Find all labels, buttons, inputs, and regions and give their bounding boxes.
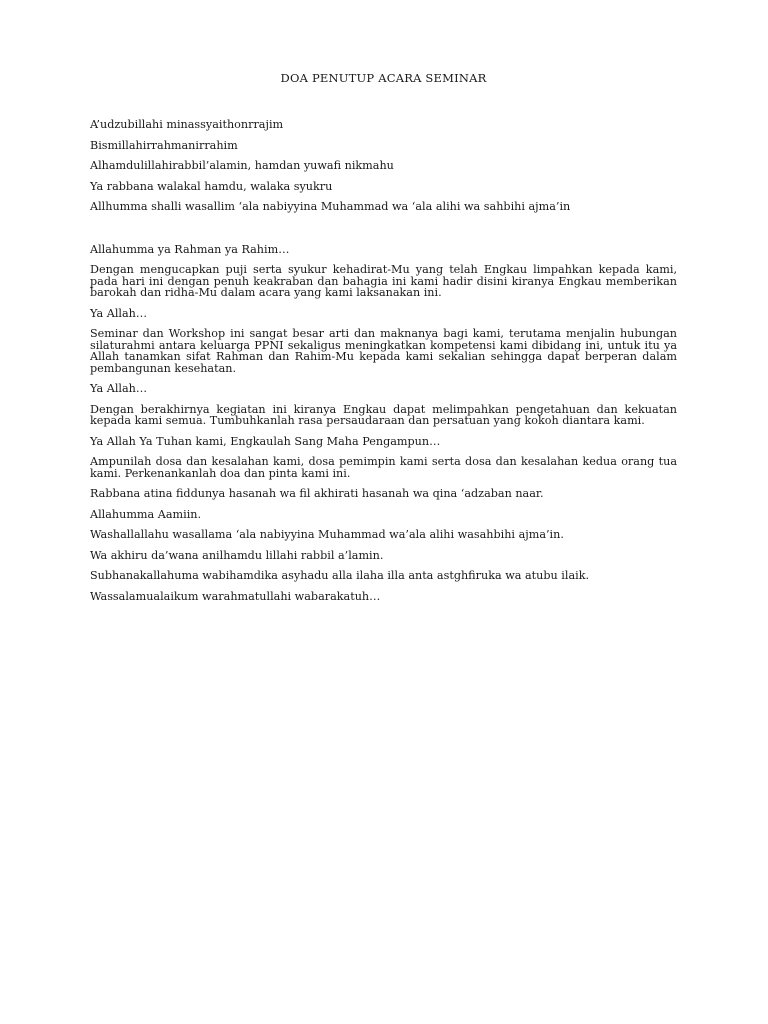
body-paragraph: Washallallahu wasallama ‘ala nabiyyina Muhammad wa’ala alihi wasahbihi ajma’in. [90, 528, 564, 541]
body-paragraph: Allahumma Aamiin. [90, 507, 202, 521]
document-title: DOA PENUTUP ACARA SEMINAR [280, 71, 487, 85]
body-paragraph: Ya Allah… [90, 382, 148, 395]
body-paragraph: Subhanakallahuma wabihamdika asyhadu alla ilaha illa anta astghfiruka wa atubu ilaik. [90, 569, 590, 582]
opening-line: Alhamdulillahirabbil’alamin, hamdan yuwafi nikmahu [90, 159, 394, 172]
opening-line: Ya rabbana walakal hamdu, walaka syukru [90, 179, 333, 193]
body-paragraph: Dengan mengucapkan puji serta syukur kehadirat-Mu yang telah Engkau limpahkan kepada kami, pada hari ini dengan penuh keakraban dan bahagia ini kami hadir disini kiranya Engkau memberikan barokah dan ridha-Mu dalam acara yang kami laksanakan ini. [90, 263, 677, 299]
opening-line: A’udzubillahi minassyaithonrrajim [90, 118, 284, 131]
opening-line: Allhumma shalli wasallim ‘ala nabiyyina Muhammad wa ‘ala alihi wa sahbihi ajma’in [90, 200, 571, 213]
body-paragraph: Rabbana atina fiddunya hasanah wa fil akhirati hasanah wa qina ‘adzaban naar. [90, 487, 544, 500]
body-paragraph: Ya Allah Ya Tuhan kami, Engkaulah Sang Maha Pengampun… [90, 434, 441, 448]
body-paragraph: Ampunilah dosa dan kesalahan kami, dosa pemimpin kami serta dosa dan kesalahan kedua orang tua kami. Perkenankanlah doa dan pinta kami ini. [90, 455, 677, 480]
body-paragraph: Wa akhiru da’wana anilhamdu lillahi rabbil a’lamin. [90, 548, 384, 562]
body-paragraph: Wassalamualaikum warahmatullahi wabarakatuh… [90, 589, 381, 603]
body-paragraph: Allahumma ya Rahman ya Rahim… [90, 242, 290, 256]
body-paragraph: Seminar dan Workshop ini sangat besar arti dan maknanya bagi kami, terutama menjalin hubungan silaturahmi antara keluarga PPNI sekaligus meningkatkan kompetensi kami dibidang ini, untuk itu ya Allah tanamkan sifat Rahman dan Rahim-Mu kepada kami sekalian sehingga dapat berperan dalam pembangunan kesehatan. [90, 327, 677, 375]
document-content [90, 70, 677, 611]
body-paragraph: Ya Allah… [90, 306, 148, 320]
body-paragraph: Dengan berakhirnya kegiatan ini kiranya Engkau dapat melimpahkan pengetahuan dan kekuatan kepada kami semua. Tumbuhkanlah rasa persaudaraan dan persatuan yang kokoh diantara kami. [90, 402, 677, 427]
opening-line: Bismillahirrahmanirrahim [90, 138, 238, 152]
